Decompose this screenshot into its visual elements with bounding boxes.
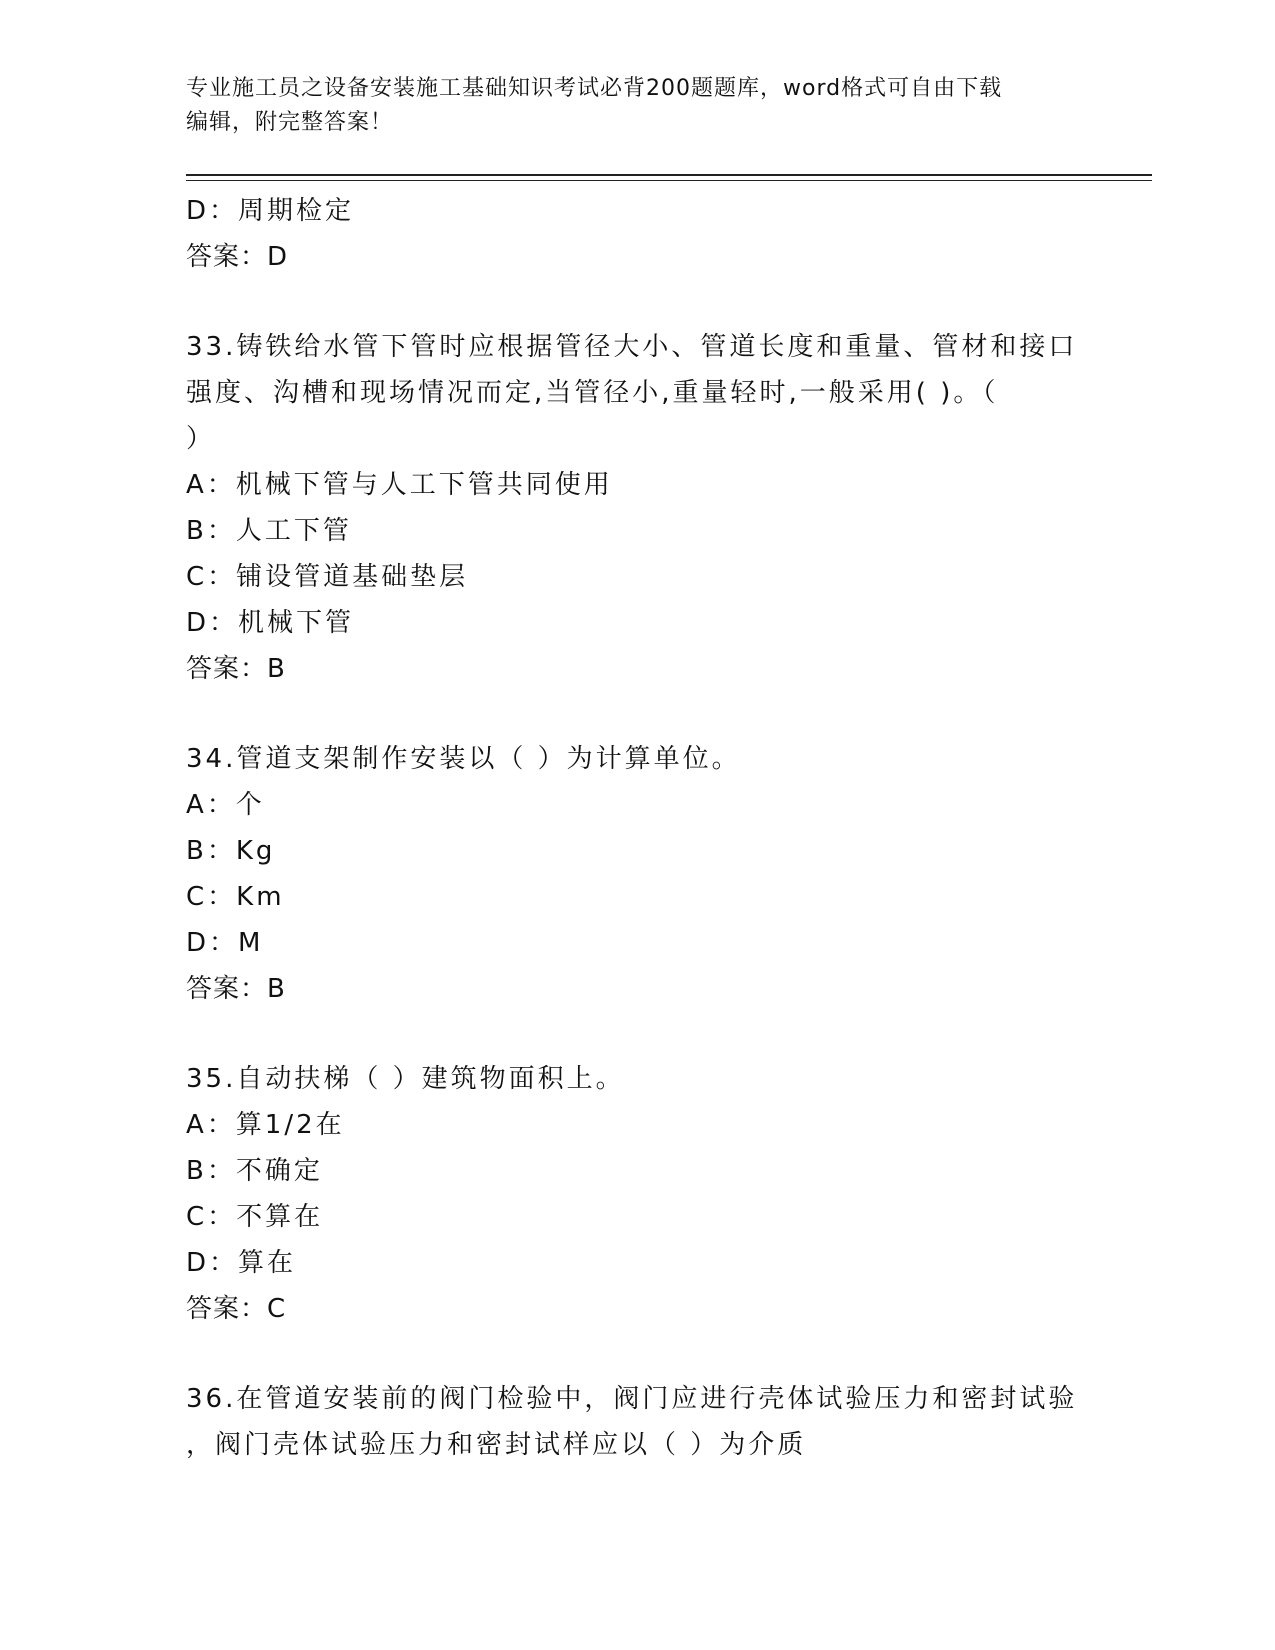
question-text-line: 34.管道支架制作安装以（ ）为计算单位。 [186, 744, 741, 774]
option-a: A：算1/2在 [186, 1110, 345, 1140]
question-text-line: ，阀门壳体试验压力和密封试样应以（ ）为介质 [186, 1430, 807, 1460]
question-text-line: ） [186, 424, 216, 454]
question-35 [186, 1056, 1086, 1332]
header-line-1: 专业施工员之设备安装施工基础知识考试必背200题题库，word格式可自由下载 [186, 76, 1003, 101]
option-a: A：个 [186, 790, 265, 820]
question-list [186, 188, 1086, 1468]
option-c: C：Km [186, 882, 285, 912]
option-a: A：机械下管与人工下管共同使用 [186, 470, 613, 500]
page-header [186, 72, 1086, 140]
answer: 答案：B [186, 654, 286, 684]
option-c: C：不算在 [186, 1202, 324, 1232]
option-d: D：机械下管 [186, 608, 355, 638]
option-b: B：人工下管 [186, 516, 352, 546]
prev-answer: 答案：D [186, 242, 289, 272]
question-text-line: 36.在管道安装前的阀门检验中，阀门应进行壳体试验压力和密封试验 [186, 1384, 1078, 1414]
question-34 [186, 736, 1086, 1012]
option-d: D：M [186, 928, 264, 958]
answer: 答案：C [186, 1294, 287, 1324]
option-b: B：Kg [186, 836, 276, 866]
header-rule-thin [186, 180, 1152, 181]
option-b: B：不确定 [186, 1156, 323, 1186]
question-text-line: 35.自动扶梯（ ）建筑物面积上。 [186, 1064, 625, 1094]
question-text-line: 强度、沟槽和现场情况而定,当管径小,重量轻时,一般采用( )。（ [186, 378, 999, 408]
question-33 [186, 324, 1086, 692]
option-d: D：算在 [186, 1248, 297, 1278]
prev-option-d: D：周期检定 [186, 196, 355, 226]
option-c: C：铺设管道基础垫层 [186, 562, 469, 592]
question-36 [186, 1376, 1086, 1468]
question-text-line: 33.铸铁给水管下管时应根据管径大小、管道长度和重量、管材和接口 [186, 332, 1078, 362]
header-rule-thick [186, 174, 1152, 176]
header-line-2: 编辑，附完整答案！ [186, 110, 394, 135]
answer: 答案：B [186, 974, 286, 1004]
